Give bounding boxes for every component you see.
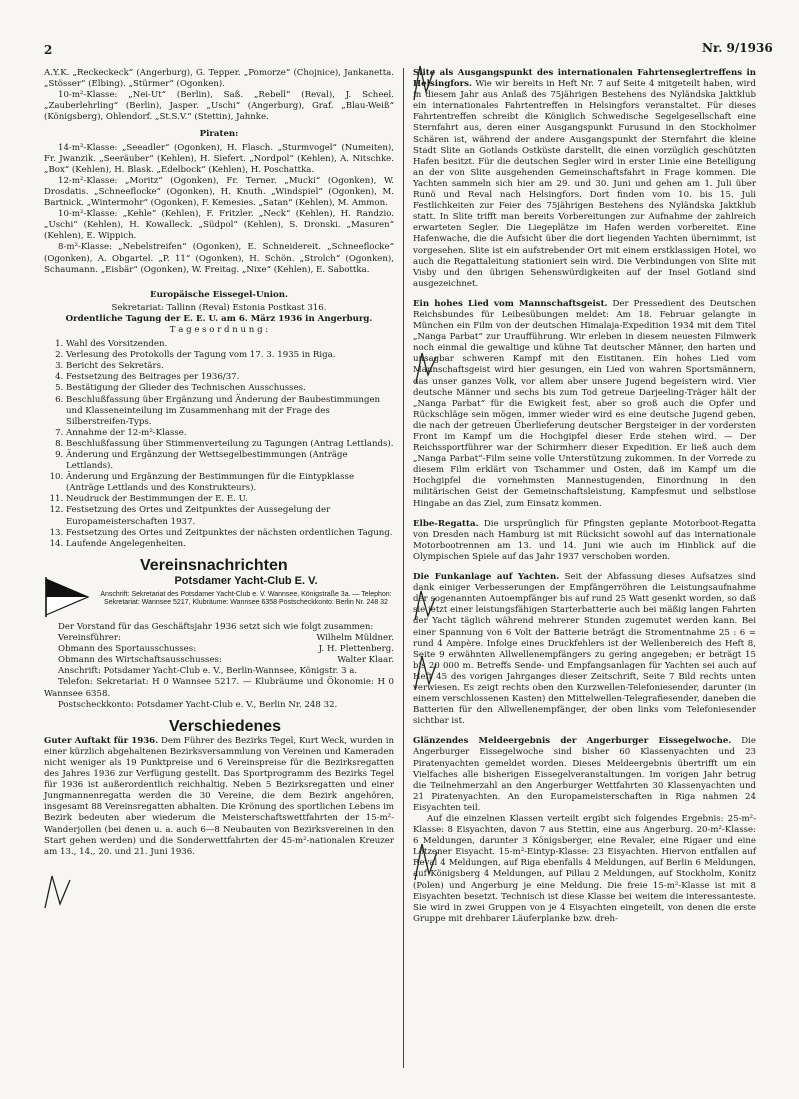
article-head: Slite als Ausgangspunkt des internationalen Fahrtenseglertreffens in Helsingfors. xyxy=(413,68,756,90)
club-contact: Telefon: Sekretariat: H 0 Wannsee 5217. — Klubräume und Ökonomie: H 0 Wannsee 6358. xyxy=(44,677,394,699)
right-column xyxy=(413,68,756,925)
article-melde xyxy=(413,736,756,814)
officer-name: J. H. Plettenberg. xyxy=(318,644,394,655)
officer-row xyxy=(44,644,394,655)
piraten-paragraph: 12-m²-Klasse: „Moritz“ (Ogonken), Fr. Terner. „Mucki“ (Ogonken), W. Drosdatis. „Schneeflocke“ (Ogonken), H. Knuth. „Windspiel“ (Ogonken), M. Bartnick. „Wintermohr“ (Ogonken), F. Kemesies. „Satan“ (Kehlen), M. Ammon. xyxy=(44,175,394,209)
article-elbe xyxy=(413,519,756,563)
results-paragraph: 10-m²-Klasse: „Nei-Ut“ (Berlin), Saß. „Rebell“ (Reval), J. Scheel. „Zauberlehrling“ (Berlin), Jasper. „Uschi“ (Angerburg), Graf. „Blau-Weiß“ (Königsberg), Ohlendorf. „St.S.V.“ (Stettin), Jahnke. xyxy=(44,90,394,123)
agenda-item: 4. Festsetzung des Beitrages per 1936/37. xyxy=(66,372,394,383)
article-head: Glänzendes Meldeergebnis der Angerburger Eissegelwoche. xyxy=(413,736,732,747)
handwritten-mark-icon xyxy=(410,347,440,387)
club-address: Anschrift: Sekretariat des Potsdamer Yacht-Club e. V. Wannsee, Königstraße 3a. — Telephon: Sekretariat: Wannsee 5217, Klubräume: Wannsee 6358 Postscheckkonto: Berlin Nr. 248 32 xyxy=(100,590,392,607)
club-contact: Anschrift: Potsdamer Yacht-Club e. V., Berlin-Wannsee, Königstr. 3 a. xyxy=(58,666,358,677)
article-text: Der Pressedient des Deutschen Reichsbundes für Leibesübungen meldet: Am 18. Februar gelangte in München ein Film von der deutschen Himalaja-Expedition 1934 mit dem Titel „Nanga Parbat“ zur Uraufführung. Wir erleben in diesem neuesten Filmwerk noch einmal die gewaltige und kühne Tat deutscher Männer, den harten und unsagbar schweren Kampf mit den Eistitanen. Ein hohes Lied vom Mannschaftsgeist wird hier gesungen, ein Lied von wahren Sportsmännern, das unser ganzes Volk, vor allem aber unsere Jugend begeistern wird. Vier deutsche Männer und sechs bis zum Tod getreue Darjeeling-Träger hält der „Nanga Parbat“ für die Ewigkeit fest, aber so groß auch die Opfer und Rückschläge sein mögen, immer wieder wird es eine deutsche Jugend geben, die nach der getreuen Überlieferung deutscher Bergsteiger in der vordersten Front im Kampf um die Hochgipfel dieser Erde stehen wird. — Der Reichssportführer war der Schirmherr dieser Expedition. Er ließ auch dem „Nanga Parbat“-Film seine volle Unterstützung zukommen. In der Vorrede zu diesem Film erklärt von Tschammer und Osten, daß im Kampf um die Hochgipfel die vornehmsten Mannestugenden, Einordnung in den militärischen Geist der Gemeinschaftsleistung, Kampfesmut und selbstlose Hingabe an das Ziel, zum Einsatz kommen. xyxy=(413,298,756,509)
article-text: Wie wir bereits in Heft Nr. 7 auf Seite 4 mitgeteilt haben, wird in diesem Jahr aus Anlaß des 75jährigen Bestehens des Nyländska Jaktklub ein internationales Fahrtentreffen in Helsingfors veranstaltet. Für dieses Fahrtentreffen schreibt die Königlich Schwedische Segelgesellschaft eine Sternfahrt aus, deren einer Ausgangspunkt Furusund in den Stockholmer Schären ist, während der andere Ausgangspunkt der Sternfahrt die kleine Stadt Slite an Gotlands Ostküste darstellt, die einen vorzüglich geschützten Hafen besitzt. Für die deutschen Segler wird in erster Linie eine Beteiligung an der von Slite ausgehenden Gemeinschaftsfahrt in Frage kommen. Die Yachten sammeln sich hier am 29. und 30. Juni und gehen am 1. Juli über Runö und Reval nach Helsingfors. Dort finden vom 10. bis 15. Juli Festlichkeiten zur Feier des 75jährigen Bestehens des Nyländska Jaktklub statt. In Slite trifft man bereits Vorbereitungen zur Aufnahme der zahlreich erwarteten Segler. Die Liegeplätze im Hafen werden vorbereitet. Eine Hafenwache, die die Aufsicht über die dort liegenden Yachten übernimmt, ist vorgesehen. Slite ist ein aufstrebender Ort mit einem erstklassigen Hotel, wo auch die Regattaleitung stationiert sein wird. Die Verbindungen von Slite mit Visby und den übrigen Sehenswürdigkeiten auf der Insel Gotland sind ausgezeichnet. xyxy=(413,79,756,289)
article-slite xyxy=(413,68,756,290)
article-head: Die Funkanlage auf Yachten. xyxy=(413,572,560,583)
agenda-item: 9. Änderung und Ergänzung der Wettsegelbestimmungen (Anträge Lettlands). xyxy=(66,450,394,472)
board-intro: Der Vorstand für das Geschäftsjahr 1936 setzt sich wie folgt zusammen: xyxy=(58,621,374,632)
section-heading-vereinsnachrichten: Vereinsnachrichten xyxy=(140,556,288,574)
agenda-item: 13. Festsetzung des Ortes und Zeitpunktes der nächsten ordentlichen Tagung. xyxy=(66,528,394,539)
article-lied xyxy=(413,299,756,510)
officer-role: Obmann des Wirtschaftsausschusses: xyxy=(58,655,222,666)
article-text: Seit der Abfassung dieses Aufsatzes sind dank einiger Verbesserungen der Empfängerröhren die Leistungsaufnahme der sogenannten Autoempfänger bis auf rund 25 Watt gesenkt worden, so daß sie jetzt einer leistungsfähigen Starterbatterie auch bei mäßig langen Fahrten der Yacht täglich während mehrerer Stunden zugemutet werden kann. Bei einer Spannung von 6 Volt der Batterie beträgt die Stromentnahme 25 : 6 = rund 4 Ampère. Infolge eines Druckfehlers ist der Wellenbereich des Heft 8, Seite 9 erwähnten Allwellenempfängers zu gering angegeben; er beträgt 15 bis 20 000 m. Betreffs Sende- und Empfangsanlagen für Yachten sei auch auf Heft 45 des vorigen Jahrganges dieser Zeitschrift, Seite 7 Bild rechts unten verwiesen. Es zeigt rechts oben den Kurzwellen-Telefoniesender, darunter (in einem verschlossenen Kasten) den Mittelwellen-Telegrafiesender, daneben die Batterien für den Allwellenempfänger, der oben links vom Telefoniesender sichtbar ist. xyxy=(413,572,756,727)
agenda-title: T a g e s o r d n u n g : xyxy=(169,324,269,335)
article-head: Ein hohes Lied vom Mannschaftsgeist. xyxy=(413,298,608,309)
page-number: 2 xyxy=(44,43,53,57)
article-funk xyxy=(413,572,756,727)
agenda-item: 5. Bestätigung der Glieder des Technischen Ausschusses. xyxy=(66,383,394,394)
agenda-item: 12. Festsetzung des Ortes und Zeitpunktes der Aussegelung der Europameisterschaften 1937. xyxy=(66,505,394,527)
agenda-item: 2. Verlesung des Protokolls der Tagung vom 17. 3. 1935 in Riga. xyxy=(66,350,394,361)
left-column xyxy=(44,68,394,858)
officers-list xyxy=(44,633,394,666)
piraten-paragraph: 8-m²-Klasse: „Nebelstreifen“ (Ogonken), E. Schneidereit. „Schneeflocke“ (Ogonken), A. Obgartel. „P. 11“ (Ogonken), H. Schön. „Strolch“ (Ogonken), Schaumann. „Eisbär“ (Ogonken), W. Freitag. „Nixe“ (Kehlen), E. Sabottka. xyxy=(44,242,394,275)
agenda-item: 11. Neudruck der Bestimmungen der E. E. U. xyxy=(66,494,394,505)
officer-name: Walter Klaar. xyxy=(337,655,394,666)
article-head: Elbe-Regatta. xyxy=(413,518,479,529)
handwritten-mark-icon xyxy=(410,836,440,886)
officer-role: Obmann des Sportausschusses: xyxy=(58,644,197,655)
club-block xyxy=(44,575,394,617)
club-contact: Postscheckkonto: Potsdamer Yacht-Club e. V., Berlin Nr. 248 32. xyxy=(58,699,338,710)
agenda-item: 10. Änderung und Ergänzung der Bestimmungen für die Eintypklasse (Anträge Lettlands und des Konstrukteurs). xyxy=(66,472,394,494)
agenda-list xyxy=(44,339,394,550)
officer-row xyxy=(44,655,394,666)
column-divider xyxy=(403,68,404,1068)
article-text: Dem Führer des Bezirks Tegel, Kurt Weck, wurden in einer kürzlich abgehaltenen Bezirksversammlung von Vereinen und Kameraden nicht weniger als 19 Punktpreise und 6 Vereinspreise für die Bezirksregatten des Jahres 1936 zur Verfügung gestellt. Das Sportprogramm des Bezirks Tegel für 1936 ist außerordentlich reichhaltig. Neben 5 Bezirksregatten und einer Jungmannenregatta werden die 30 Vereine, die dem Bezirk angehören, insgesamt 88 Vereinsregatten abhalten. Die Krönung des sportlichen Lebens im Bezirk bedeuten aber wiederum die Meisterschaftswettfahrten der 15-m²-Wanderjollen (bei denen u. a. auch 6—8 Neubauten von Bezirksvereinen in den Start gehen werden) und die Sonderwettfahrten der 45-m²-nationalen Kreuzer am 13., 14., 20. und 21. Juni 1936. xyxy=(44,735,394,857)
article-auftakt xyxy=(44,736,394,858)
club-name: Potsdamer Yacht-Club E. V. xyxy=(174,574,318,587)
article-text: Die Angerburger Eissegelwoche sind bisher 60 Klassenyachten und 23 Piratenyachten gemeldet worden. Dieses Meldeergebnis übertrifft um ein Vielfaches alle bisherigen Eissegelveranstaltungen. Im vorigen Jahr betrug die Teilnehmerzahl an den Angerburger Wettfahrten 30 Klassenyachten und 21 Piratenyachten. An den Europameisterschaften in Riga nahmen 24 Eisyachten teil. xyxy=(413,736,757,813)
agenda-item: 8. Beschlußfassung über Stimmenverteilung zu Tagungen (Antrag Lettlands). xyxy=(66,439,394,450)
club-pennant-icon xyxy=(44,577,90,617)
club-info xyxy=(98,575,394,608)
article-melde-continued: Auf die einzelnen Klassen verteilt ergibt sich folgendes Ergebnis: 25-m²-Klasse: 8 Eisyachten, davon 7 aus Stettin, eine aus Angerburg. 20-m²-Klasse: 6 Meldungen, darunter 3 Königsberger, eine Revaler, eine Rigaer und eine Lötzener Eisyacht. 15-m²-Eintyp-Klasse: 23 Eisyachten. Hiervon entfallen auf Reval 4 Meldungen, auf Riga ebenfalls 4 Meldungen, auf Berlin 6 Meldungen, auf Königsberg 4 Meldungen, auf Pillau 2 Meldungen, auf Stockholm, Konitz (Polen) und Angerburg je eine Meldung. Die freie 15-m²-Klasse ist mit 8 Eisyachten besetzt. Technisch ist diese Klasse bei weitem die interessanteste. Sie wird in zwei Gruppen von je 4 Eisyachten eingeteilt, von denen die erste Gruppe mit drehbarer Läuferplanke bzw. dreh- xyxy=(413,814,756,924)
officer-row xyxy=(44,633,394,644)
eeu-title: Europäische Eissegel-Union. xyxy=(150,289,288,300)
piraten-paragraph: 10-m²-Klasse: „Kehle“ (Kehlen), F. Fritzler. „Neck“ (Kehlen), H. Randzio. „Uschi“ (Kehlen), H. Kowalleck. „Südpol“ (Kehlen), S. Dronski. „Masuren“ (Kehlen), E. Wippich. xyxy=(44,209,394,242)
agenda-item: 1. Wahl des Vorsitzenden. xyxy=(66,339,394,350)
eeu-meeting: Ordentliche Tagung der E. E. U. am 6. März 1936 in Angerburg. xyxy=(65,313,373,324)
agenda-item: 6. Beschlußfassung über Ergänzung und Änderung der Baubestimmungen und Klasseneinteilung im Zusammenhang mit der Frage des Silberstreifen-Typs. xyxy=(66,395,394,428)
officer-name: Wilhelm Müldner. xyxy=(316,633,394,644)
handwritten-mark-icon xyxy=(410,586,440,626)
section-heading-verschiedenes: Verschiedenes xyxy=(169,717,282,735)
results-paragraph: A.Y.K. „Reckeckeck“ (Angerburg), G. Tepper. „Pomorze“ (Chojnice), Jankanetta. „Stösser“ (Elbing). „Stürmer“ (Ogonken). xyxy=(44,68,394,90)
agenda-item: 14. Laufende Angelegenheiten. xyxy=(66,539,394,550)
article-head: Guter Auftakt für 1936. xyxy=(44,735,159,746)
agenda-item: 7. Annahme der 12-m²-Klasse. xyxy=(66,428,394,439)
issue-number: Nr. 9/1936 xyxy=(702,41,773,55)
officer-role: Vereinsführer: xyxy=(58,633,121,644)
handwritten-mark-icon xyxy=(410,62,440,102)
handwritten-mark-icon xyxy=(40,870,74,914)
handwritten-mark-icon xyxy=(410,650,440,696)
piraten-paragraph: 14-m²-Klasse: „Seeadler“ (Ogonken), H. Flasch. „Sturmvogel“ (Numeiten), Fr. Jwanzik. „Seeräuber“ (Kehlen), H. Siefert. „Nordpol“ (Kehlen), A. Nitschke. „Box“ (Kehlen), H. Blask. „Edelbock“ (Kehlen), H. Poschattka. xyxy=(44,142,394,175)
eeu-secretariat: Sekretariat: Tallinn (Reval) Estonia Postkast 316. xyxy=(111,302,327,313)
article-text: Die ursprünglich für Pfingsten geplante Motorboot-Regatta von Dresden nach Hamburg ist mit Rücksicht sowohl auf das internationale Motorbootrennen am 13. und 14. Juni wie auch im Hinblick auf die Olympischen Spiele auf das Jahr 1937 verschoben worden. xyxy=(413,518,757,562)
piraten-title: Piraten: xyxy=(199,129,239,140)
agenda-item: 3. Bericht des Sekretärs. xyxy=(66,361,394,372)
